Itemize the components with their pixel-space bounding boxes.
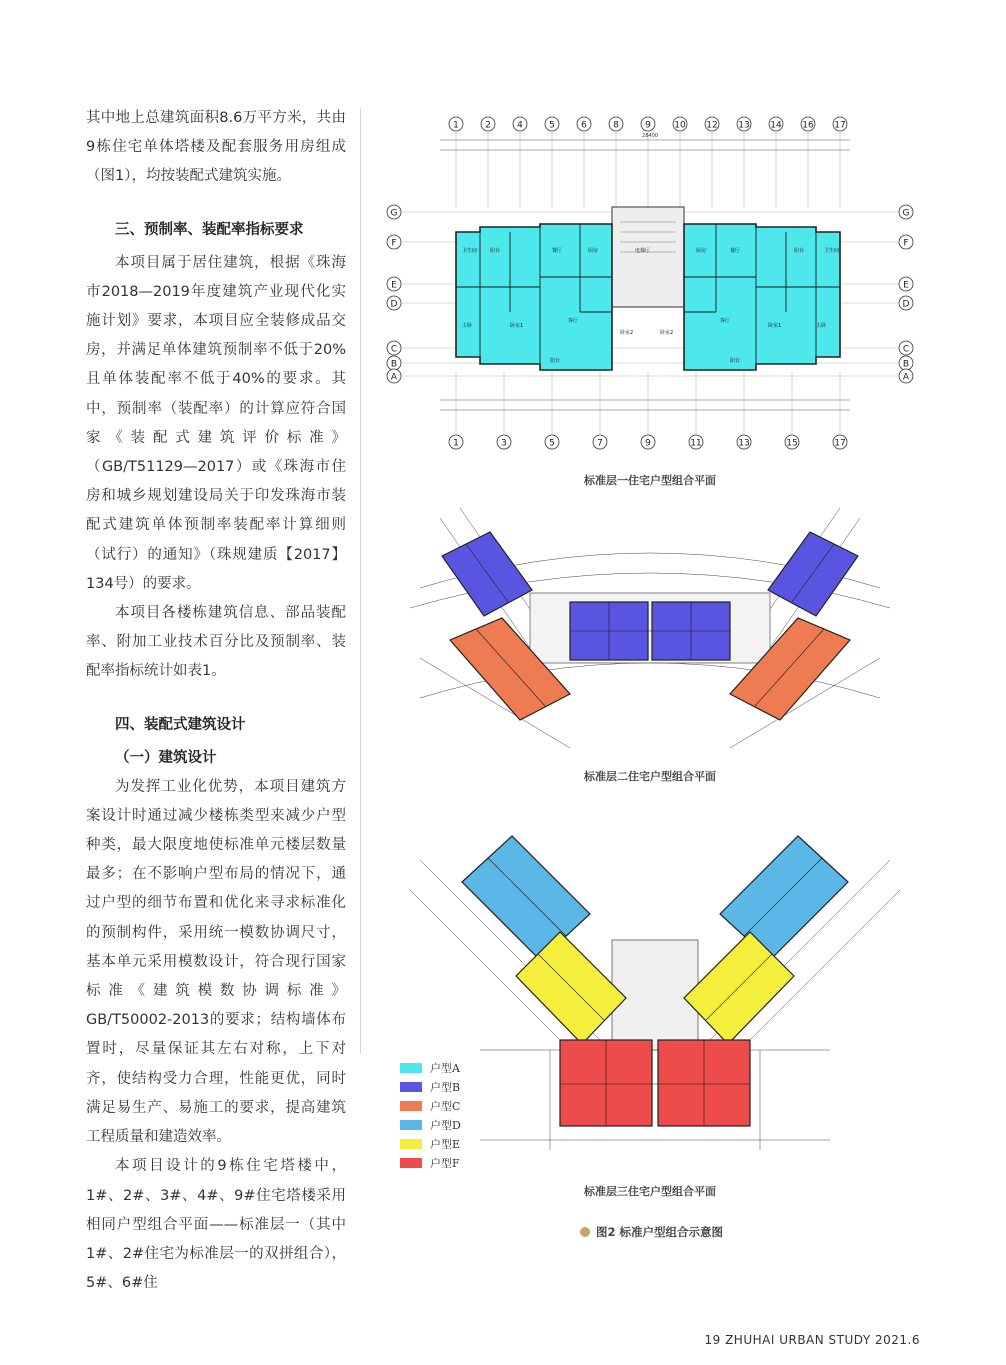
axis-top-label: 17 — [834, 120, 846, 131]
room-label: 电梯厅 — [635, 248, 651, 254]
floor-plan-2 — [380, 498, 920, 760]
legend-swatch — [400, 1158, 422, 1168]
axis-bottom-label: 15 — [786, 438, 798, 449]
paragraph-5: 本项目设计的9栋住宅塔楼中，1#、2#、3#、4#、9#住宅塔楼采用相同户型组合平面——标准层一（其中1#、2#住宅为标准层一的双拼组合），5#、6#住 — [86, 1158, 346, 1292]
caption-plan-2: 标准层二住宅户型组合平面 — [584, 770, 716, 783]
svg-text:阳台: 阳台 — [730, 358, 741, 364]
legend-swatch — [400, 1101, 422, 1111]
paragraph-1: 其中地上总建筑面积8.6万平方米，共由9栋住宅单体塔楼及配套服务用房组成（图1），均按装配式建筑实施。 — [86, 110, 346, 185]
axis-bottom-label: 11 — [690, 438, 702, 449]
axis-bottom-label: 17 — [834, 438, 846, 449]
legend-label: 户型F — [430, 1156, 460, 1170]
figure-title-text: 图2 标准户型组合示意图 — [596, 1225, 724, 1239]
axis-row-right-label: F — [903, 238, 909, 249]
bullet-dot-icon — [580, 1227, 590, 1237]
caption-plan-1: 标准层一住宅户型组合平面 — [584, 474, 716, 487]
unit-type-legend — [400, 1058, 461, 1172]
room-label: 卧室1 — [510, 323, 524, 329]
axis-top-label: 5 — [549, 120, 555, 131]
svg-text:厨房: 厨房 — [696, 248, 707, 254]
legend-label: 户型C — [430, 1099, 461, 1113]
axis-row-left-label: F — [391, 238, 397, 249]
caption-plan-3: 标准层三住宅户型组合平面 — [584, 1185, 716, 1198]
axis-row-left-label: A — [390, 372, 398, 383]
legend-label: 户型D — [430, 1118, 461, 1132]
paragraph-4: 为发挥工业化优势，本项目建筑方案设计时通过减少楼栋类型来减少户型种类，最大限度地使标准单元楼层数量最多；在不影响户型布局的情况下，通过户型的细节布置和优化来寻求标准化的预制构件，采用统一模数协调尺寸，基本单元采用模数设计，符合现行国家标准《建筑模数协调标准》GB/T50002-2013的要求；结构墙体布置时，尽量保证其左右对称，上下对齐，使结构受力合理，性能更优，同时满足易生产、易施工的要求，提高建筑工程质量和建造效率。 — [86, 778, 346, 1146]
axis-row-left-label: C — [390, 344, 398, 355]
axis-bottom-label: 13 — [738, 438, 750, 449]
axis-top-label: 16 — [802, 120, 814, 131]
plan1-bottom-axes — [449, 372, 847, 449]
legend-swatch — [400, 1063, 422, 1073]
paragraph-3: 本项目各楼栋建筑信息、部品装配率、附加工业技术百分比及预制率、装配率指标统计如表1。 — [86, 605, 346, 680]
legend-item — [400, 1115, 461, 1134]
heading-section-4: 四、装配式建筑设计 — [115, 716, 246, 733]
svg-text:卫生间: 卫生间 — [824, 248, 840, 254]
axis-row-left-label: G — [390, 208, 398, 219]
axis-bottom-label: 5 — [549, 438, 555, 449]
text-column — [86, 104, 346, 1298]
legend-item — [400, 1058, 461, 1077]
room-label: 卧室2 — [620, 330, 634, 336]
svg-text:客厅: 客厅 — [720, 318, 731, 324]
axis-top-label: 14 — [770, 120, 782, 131]
paragraph-2: 本项目属于居住建筑，根据《珠海市2018—2019年度建筑产业现代化实施计划》要求，本项目应全装修成品交房，并满足单体建筑预制率不低于20%且单体装配率不低于40%的要求。其中，预制率（装配率）的计算应符合国家《装配式建筑评价标准》（GB/T51129—2017）或《珠海市住房和城乡规划建设局关于印发珠海市装配式建筑单体预制率装配率计算细则（试行）的通知》（珠规建质【2017】134号）的要求。 — [86, 254, 346, 592]
plan1-total-dim: 28400 — [642, 133, 658, 139]
axis-top-label: 4 — [517, 120, 523, 131]
axis-top-label: 9 — [645, 120, 651, 131]
svg-text:卧室2: 卧室2 — [660, 330, 674, 336]
axis-bottom-label: 9 — [645, 438, 651, 449]
heading-section-3: 三、预制率、装配率指标要求 — [115, 221, 304, 238]
axis-top-label: 10 — [674, 120, 686, 131]
legend-label: 户型B — [430, 1080, 461, 1094]
legend-item — [400, 1096, 461, 1115]
legend-label: 户型A — [430, 1061, 460, 1075]
axis-top-label: 8 — [613, 120, 619, 131]
axis-top-label: 13 — [738, 120, 750, 131]
heading-sub-1: （一）建筑设计 — [115, 749, 217, 766]
column-divider — [360, 108, 361, 1054]
legend-label: 户型E — [430, 1137, 461, 1151]
axis-top-label: 12 — [706, 120, 718, 131]
legend-swatch — [400, 1120, 422, 1130]
plan1-top-axes — [449, 117, 847, 207]
page-footer: 19 ZHUHAI URBAN STUDY 2021.6 — [704, 1333, 920, 1347]
legend-item — [400, 1077, 461, 1096]
room-label: 主卧 — [462, 323, 473, 329]
room-label: 卫生间 — [462, 248, 478, 254]
axis-bottom-label: 1 — [453, 438, 459, 449]
floor-plan-3 — [390, 800, 920, 1178]
legend-item — [400, 1134, 461, 1153]
axis-row-right-label: G — [902, 208, 910, 219]
floor-plan-1 — [380, 112, 920, 457]
svg-text:阳台: 阳台 — [794, 248, 805, 254]
axis-row-left-label: B — [390, 359, 398, 370]
legend-item — [400, 1153, 461, 1172]
axis-top-label: 6 — [581, 120, 587, 131]
axis-row-left-label: E — [391, 280, 397, 291]
room-label: 厨房 — [588, 248, 599, 254]
axis-row-right-label: C — [902, 344, 910, 355]
axis-row-left-label: D — [390, 299, 398, 310]
room-label: 阳台 — [550, 358, 561, 364]
svg-text:卧室1: 卧室1 — [768, 323, 782, 329]
axis-row-right-label: D — [902, 299, 910, 310]
axis-top-label: 1 — [453, 120, 459, 131]
room-label: 餐厅 — [552, 248, 563, 254]
axis-bottom-label: 7 — [597, 438, 603, 449]
legend-swatch — [400, 1082, 422, 1092]
svg-text:主卧: 主卧 — [816, 323, 827, 329]
room-label: 阳台 — [490, 248, 501, 254]
axis-row-right-label: B — [902, 359, 910, 370]
axis-row-right-label: E — [903, 280, 909, 291]
room-label: 客厅 — [568, 318, 579, 324]
legend-swatch — [400, 1139, 422, 1149]
svg-text:餐厅: 餐厅 — [730, 248, 741, 254]
axis-bottom-label: 3 — [501, 438, 507, 449]
axis-row-right-label: A — [902, 372, 910, 383]
axis-top-label: 2 — [485, 120, 491, 131]
figure-title — [580, 1224, 723, 1240]
